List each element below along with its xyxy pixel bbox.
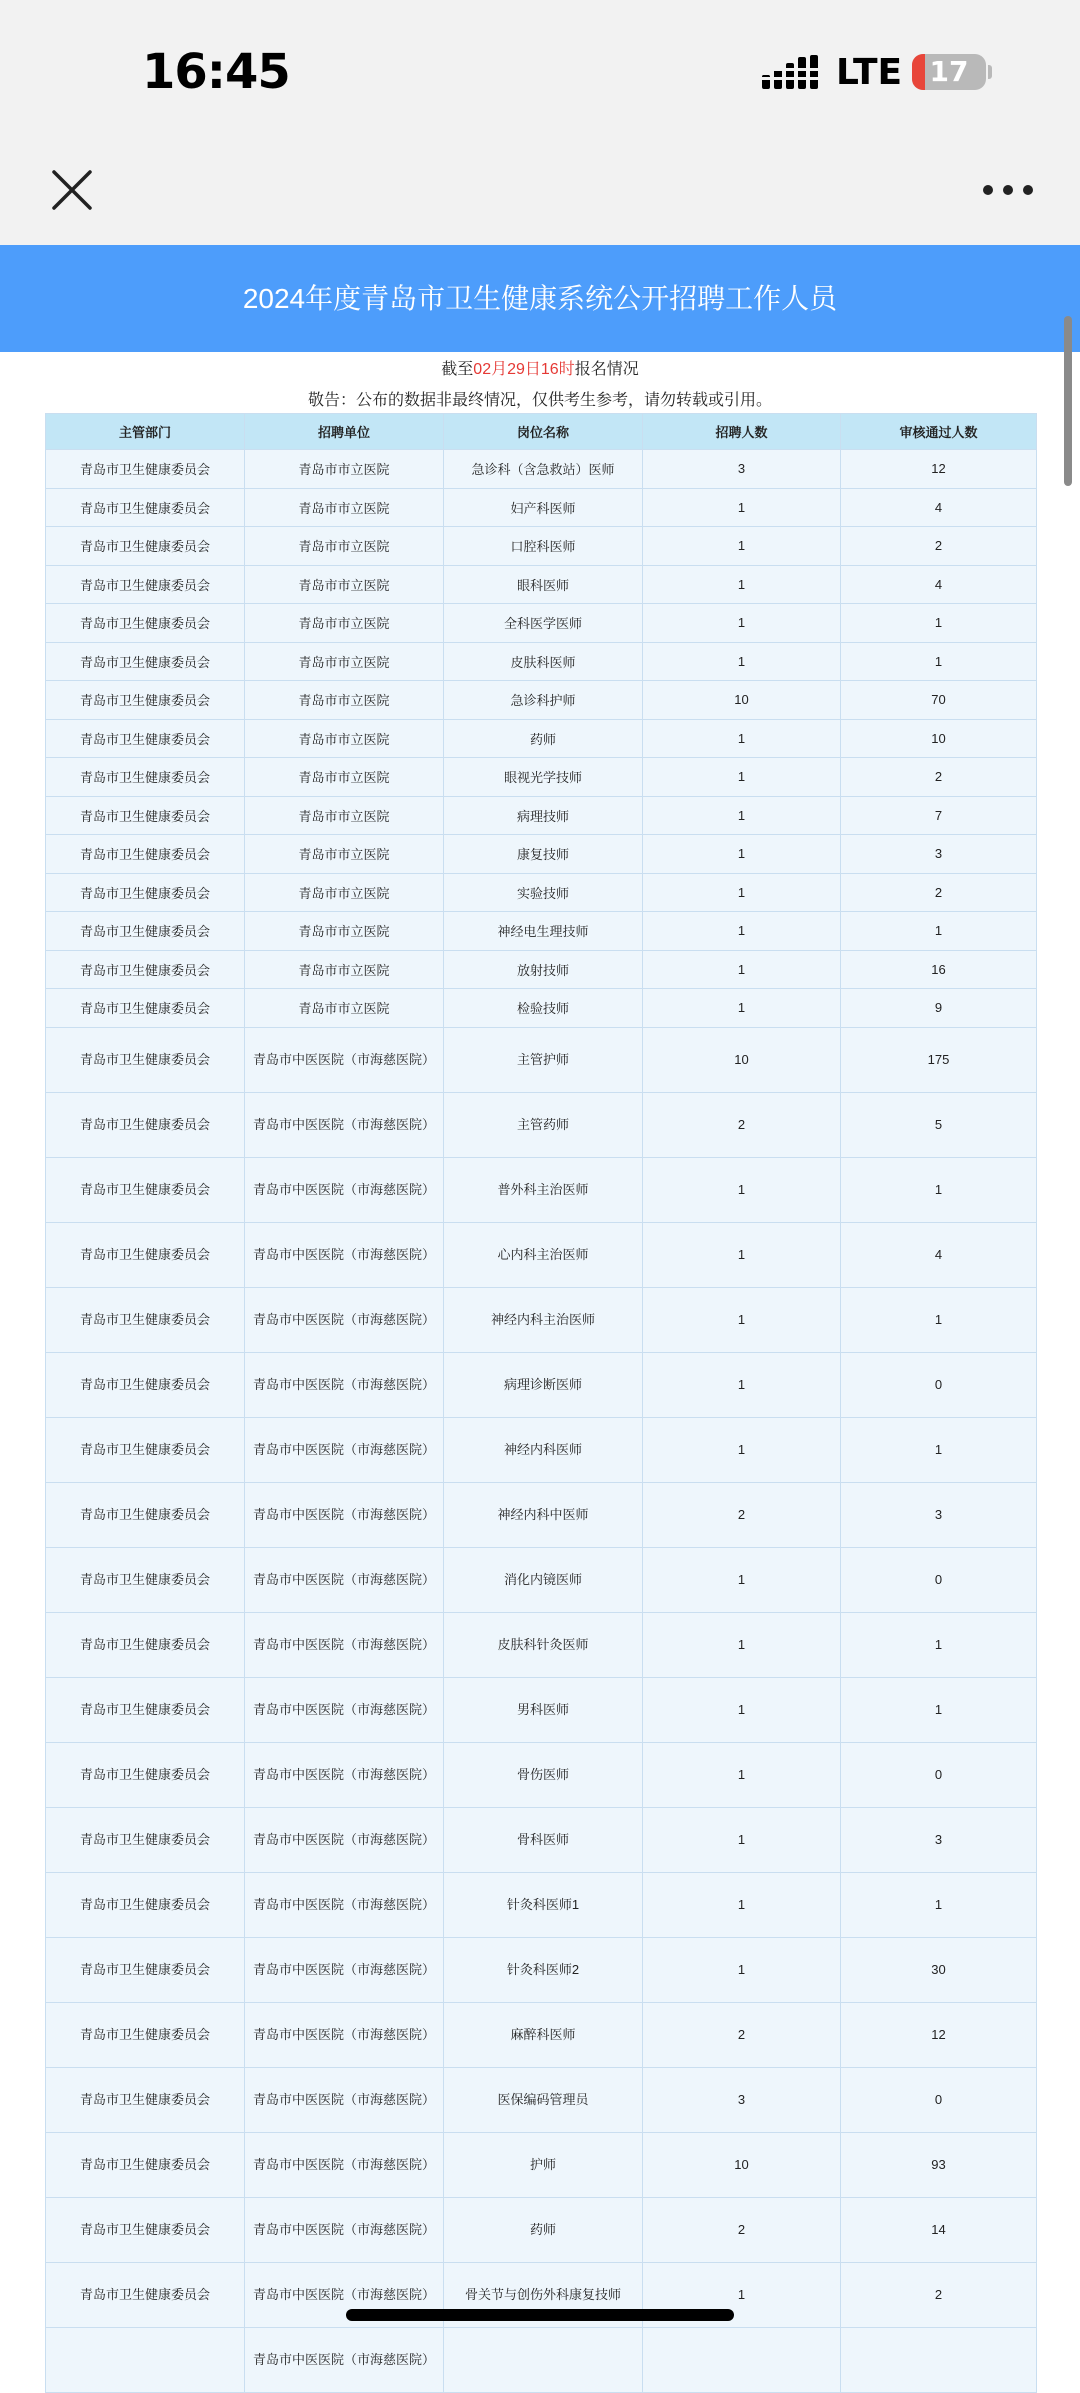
table-body: [46, 450, 1037, 2393]
cell-department: 青岛市卫生健康委员会: [46, 1092, 245, 1157]
cell-employer: 青岛市中医医院（市海慈医院）: [245, 1677, 444, 1742]
cell-position: 男科医师: [444, 1677, 643, 1742]
cell-approved: 4: [841, 565, 1037, 604]
cell-approved: 2: [841, 2262, 1037, 2327]
table-row: [46, 604, 1037, 643]
cell-position: 麻醉科医师: [444, 2002, 643, 2067]
cell-position: 神经内科主治医师: [444, 1287, 643, 1352]
cell-openings: [643, 2327, 841, 2392]
table-row: [46, 642, 1037, 681]
recruitment-table-container: [45, 413, 1036, 2393]
cell-approved: 1: [841, 912, 1037, 951]
cell-department: 青岛市卫生健康委员会: [46, 1157, 245, 1222]
cell-position: 妇产科医师: [444, 488, 643, 527]
cell-approved: 3: [841, 1807, 1037, 1872]
cell-department: 青岛市卫生健康委员会: [46, 2067, 245, 2132]
cell-position: 病理诊断医师: [444, 1352, 643, 1417]
cell-openings: 2: [643, 1482, 841, 1547]
table-row: [46, 1287, 1037, 1352]
cell-position: 针灸科医师2: [444, 1937, 643, 2002]
cell-position: 急诊科（含急救站）医师: [444, 450, 643, 489]
table-row: [46, 2002, 1037, 2067]
battery-level-text: 17: [929, 55, 969, 88]
cell-openings: 3: [643, 450, 841, 489]
cell-position: 骨关节与创伤外科康复技师: [444, 2262, 643, 2327]
cell-position: 药师: [444, 2197, 643, 2262]
cell-department: 青岛市卫生健康委员会: [46, 835, 245, 874]
table-row: [46, 873, 1037, 912]
cell-openings: 10: [643, 681, 841, 720]
cell-employer: 青岛市中医医院（市海慈医院）: [245, 1742, 444, 1807]
cell-department: 青岛市卫生健康委员会: [46, 912, 245, 951]
cell-approved: 12: [841, 450, 1037, 489]
cell-employer: 青岛市中医医院（市海慈医院）: [245, 1612, 444, 1677]
cell-position: 药师: [444, 719, 643, 758]
cell-department: 青岛市卫生健康委员会: [46, 1027, 245, 1092]
cell-openings: 10: [643, 2132, 841, 2197]
cell-department: 青岛市卫生健康委员会: [46, 1417, 245, 1482]
col-header-position: 岗位名称: [444, 414, 643, 450]
table-row: [46, 1742, 1037, 1807]
table-row: [46, 1547, 1037, 1612]
cell-approved: 70: [841, 681, 1037, 720]
cell-approved: 16: [841, 950, 1037, 989]
cell-department: 青岛市卫生健康委员会: [46, 1287, 245, 1352]
cell-department: 青岛市卫生健康委员会: [46, 2002, 245, 2067]
table-row: [46, 989, 1037, 1028]
cell-approved: 4: [841, 488, 1037, 527]
cell-employer: 青岛市市立医院: [245, 681, 444, 720]
cell-department: 青岛市卫生健康委员会: [46, 1222, 245, 1287]
cell-position: 全科医学医师: [444, 604, 643, 643]
cell-openings: 1: [643, 1742, 841, 1807]
col-header-department: 主管部门: [46, 414, 245, 450]
cell-employer: 青岛市中医医院（市海慈医院）: [245, 1287, 444, 1352]
cell-department: 青岛市卫生健康委员会: [46, 796, 245, 835]
cell-approved: 0: [841, 2067, 1037, 2132]
cell-position: 放射技师: [444, 950, 643, 989]
cell-openings: 1: [643, 835, 841, 874]
battery-icon: [912, 54, 986, 90]
cell-position: 骨伤医师: [444, 1742, 643, 1807]
cell-department: 青岛市卫生健康委员会: [46, 1677, 245, 1742]
cell-department: 青岛市卫生健康委员会: [46, 527, 245, 566]
cell-position: [444, 2327, 643, 2392]
cell-employer: 青岛市中医医院（市海慈医院）: [245, 1417, 444, 1482]
cell-openings: 1: [643, 758, 841, 797]
cell-employer: 青岛市中医医院（市海慈医院）: [245, 2067, 444, 2132]
cell-openings: 1: [643, 1352, 841, 1417]
cell-employer: 青岛市中医医院（市海慈医院）: [245, 2197, 444, 2262]
cell-position: 康复技师: [444, 835, 643, 874]
cell-employer: 青岛市市立医院: [245, 989, 444, 1028]
cell-approved: 30: [841, 1937, 1037, 2002]
cell-position: 口腔科医师: [444, 527, 643, 566]
cell-approved: 1: [841, 1872, 1037, 1937]
table-row: [46, 1612, 1037, 1677]
cell-approved: 1: [841, 1287, 1037, 1352]
table-row: [46, 565, 1037, 604]
cell-position: 病理技师: [444, 796, 643, 835]
cell-employer: 青岛市市立医院: [245, 758, 444, 797]
cell-employer: 青岛市中医医院（市海慈医院）: [245, 1547, 444, 1612]
deadline-date: 02月29日16时: [473, 361, 575, 378]
cell-position: 针灸科医师1: [444, 1872, 643, 1937]
more-horizontal-icon[interactable]: [980, 170, 1036, 210]
table-row: [46, 2327, 1037, 2392]
cell-openings: 1: [643, 565, 841, 604]
cell-openings: 1: [643, 989, 841, 1028]
page-title: 2024年度青岛市卫生健康系统公开招聘工作人员: [242, 283, 838, 314]
cell-approved: 14: [841, 2197, 1037, 2262]
cell-department: 青岛市卫生健康委员会: [46, 1937, 245, 2002]
deadline-suffix: 报名情况: [574, 361, 639, 378]
table-row: [46, 1872, 1037, 1937]
cell-position: 心内科主治医师: [444, 1222, 643, 1287]
cell-department: 青岛市卫生健康委员会: [46, 1612, 245, 1677]
cell-openings: 1: [643, 873, 841, 912]
cell-approved: 7: [841, 796, 1037, 835]
cell-approved: 2: [841, 873, 1037, 912]
cell-employer: 青岛市中医医院（市海慈医院）: [245, 1027, 444, 1092]
cell-approved: 1: [841, 1612, 1037, 1677]
cell-openings: 1: [643, 1677, 841, 1742]
col-header-approved: 审核通过人数: [841, 414, 1037, 450]
cell-openings: 1: [643, 488, 841, 527]
cell-position: 医保编码管理员: [444, 2067, 643, 2132]
cell-approved: 5: [841, 1092, 1037, 1157]
table-row: [46, 1352, 1037, 1417]
cell-department: 青岛市卫生健康委员会: [46, 642, 245, 681]
cell-openings: 1: [643, 1417, 841, 1482]
page-banner: [0, 245, 1080, 352]
cell-department: 青岛市卫生健康委员会: [46, 950, 245, 989]
cell-approved: 0: [841, 1742, 1037, 1807]
cell-employer: 青岛市中医医院（市海慈医院）: [245, 2132, 444, 2197]
recruitment-table: [45, 413, 1037, 2393]
cell-department: 青岛市卫生健康委员会: [46, 2132, 245, 2197]
cell-employer: 青岛市市立医院: [245, 642, 444, 681]
cell-approved: 175: [841, 1027, 1037, 1092]
cell-openings: 1: [643, 527, 841, 566]
cell-department: 青岛市卫生健康委员会: [46, 565, 245, 604]
cell-openings: 2: [643, 2197, 841, 2262]
table-header-row: [46, 414, 1037, 450]
cell-position: 主管护师: [444, 1027, 643, 1092]
cell-openings: 2: [643, 1092, 841, 1157]
cell-approved: 1: [841, 1677, 1037, 1742]
col-header-employer: 招聘单位: [245, 414, 444, 450]
col-header-openings: 招聘人数: [643, 414, 841, 450]
cell-approved: 1: [841, 1417, 1037, 1482]
cell-department: 青岛市卫生健康委员会: [46, 1482, 245, 1547]
cell-approved: 12: [841, 2002, 1037, 2067]
cell-position: 眼视光学技师: [444, 758, 643, 797]
cell-openings: 1: [643, 1937, 841, 2002]
table-row: [46, 2067, 1037, 2132]
cell-position: 皮肤科医师: [444, 642, 643, 681]
table-row: [46, 2132, 1037, 2197]
deadline-line: [0, 356, 1080, 379]
cell-openings: 2: [643, 2002, 841, 2067]
cell-openings: 1: [643, 1547, 841, 1612]
cell-employer: 青岛市中医医院（市海慈医院）: [245, 1937, 444, 2002]
network-type: LTE: [836, 52, 903, 93]
cell-department: 青岛市卫生健康委员会: [46, 1547, 245, 1612]
cell-employer: 青岛市市立医院: [245, 527, 444, 566]
cell-employer: 青岛市中医医院（市海慈医院）: [245, 1092, 444, 1157]
cell-department: 青岛市卫生健康委员会: [46, 1742, 245, 1807]
table-row: [46, 488, 1037, 527]
cell-employer: 青岛市中医医院（市海慈医院）: [245, 1222, 444, 1287]
table-row: [46, 2197, 1037, 2262]
cell-employer: 青岛市中医医院（市海慈医院）: [245, 1872, 444, 1937]
cell-employer: 青岛市中医医院（市海慈医院）: [245, 2262, 444, 2327]
cell-openings: 1: [643, 604, 841, 643]
cell-employer: 青岛市市立医院: [245, 835, 444, 874]
cell-employer: 青岛市中医医院（市海慈医院）: [245, 1482, 444, 1547]
cell-department: 青岛市卫生健康委员会: [46, 1352, 245, 1417]
cell-position: 实验技师: [444, 873, 643, 912]
cell-openings: 1: [643, 1872, 841, 1937]
table-row: [46, 1092, 1037, 1157]
cell-approved: 0: [841, 1547, 1037, 1612]
table-row: [46, 681, 1037, 720]
close-icon[interactable]: [50, 168, 94, 212]
cell-employer: 青岛市中医医院（市海慈医院）: [245, 2002, 444, 2067]
cell-department: 青岛市卫生健康委员会: [46, 758, 245, 797]
cell-openings: 1: [643, 796, 841, 835]
cell-approved: [841, 2327, 1037, 2392]
cell-approved: 1: [841, 604, 1037, 643]
notice-line: 敬告：公布的数据非最终情况，仅供考生参考，请勿转载或引用。: [307, 392, 772, 409]
cell-position: 护师: [444, 2132, 643, 2197]
table-row: [46, 450, 1037, 489]
cell-openings: 1: [643, 950, 841, 989]
table-row: [46, 758, 1037, 797]
cell-employer: 青岛市市立医院: [245, 950, 444, 989]
cell-employer: 青岛市市立医院: [245, 450, 444, 489]
cell-position: 神经内科中医师: [444, 1482, 643, 1547]
cell-position: 神经内科医师: [444, 1417, 643, 1482]
cell-openings: 1: [643, 719, 841, 758]
table-row: [46, 1027, 1037, 1092]
table-row: [46, 1677, 1037, 1742]
cell-department: 青岛市卫生健康委员会: [46, 1872, 245, 1937]
cell-department: 青岛市卫生健康委员会: [46, 1807, 245, 1872]
table-row: [46, 912, 1037, 951]
cell-position: 普外科主治医师: [444, 1157, 643, 1222]
table-row: [46, 719, 1037, 758]
table-row: [46, 1222, 1037, 1287]
cell-openings: 1: [643, 1157, 841, 1222]
cell-department: 青岛市卫生健康委员会: [46, 873, 245, 912]
cell-employer: 青岛市市立医院: [245, 719, 444, 758]
cell-approved: 3: [841, 1482, 1037, 1547]
cell-employer: 青岛市中医医院（市海慈医院）: [245, 1352, 444, 1417]
nav-bar: [0, 150, 1080, 245]
table-row: [46, 1807, 1037, 1872]
cell-approved: 2: [841, 758, 1037, 797]
cell-openings: 10: [643, 1027, 841, 1092]
cell-employer: 青岛市市立医院: [245, 796, 444, 835]
cell-employer: 青岛市中医医院（市海慈医院）: [245, 2327, 444, 2392]
table-row: [46, 1417, 1037, 1482]
clock: 16:45: [142, 44, 290, 100]
deadline-prefix: 截至: [441, 361, 474, 378]
cell-approved: 0: [841, 1352, 1037, 1417]
cell-department: 青岛市卫生健康委员会: [46, 488, 245, 527]
cell-openings: 1: [643, 1287, 841, 1352]
cell-position: 皮肤科针灸医师: [444, 1612, 643, 1677]
cell-department: 青岛市卫生健康委员会: [46, 2262, 245, 2327]
cell-department: 青岛市卫生健康委员会: [46, 681, 245, 720]
table-row: [46, 527, 1037, 566]
cell-department: 青岛市卫生健康委员会: [46, 450, 245, 489]
cell-position: 主管药师: [444, 1092, 643, 1157]
cell-department: 青岛市卫生健康委员会: [46, 2197, 245, 2262]
cell-approved: 1: [841, 642, 1037, 681]
table-row: [46, 1937, 1037, 2002]
cell-openings: 1: [643, 1807, 841, 1872]
cell-approved: 4: [841, 1222, 1037, 1287]
battery-cap: [988, 65, 992, 79]
cell-approved: 2: [841, 527, 1037, 566]
cell-approved: 9: [841, 989, 1037, 1028]
table-row: [46, 796, 1037, 835]
cell-openings: 1: [643, 2262, 841, 2327]
home-indicator[interactable]: [346, 2309, 734, 2321]
cell-department: [46, 2327, 245, 2392]
cell-position: 眼科医师: [444, 565, 643, 604]
cell-employer: 青岛市中医医院（市海慈医院）: [245, 1807, 444, 1872]
cell-employer: 青岛市市立医院: [245, 873, 444, 912]
cell-approved: 93: [841, 2132, 1037, 2197]
cell-position: 神经电生理技师: [444, 912, 643, 951]
cell-employer: 青岛市市立医院: [245, 604, 444, 643]
cell-department: 青岛市卫生健康委员会: [46, 719, 245, 758]
cell-openings: 1: [643, 1222, 841, 1287]
table-row: [46, 1157, 1037, 1222]
cell-department: 青岛市卫生健康委员会: [46, 604, 245, 643]
cell-position: 急诊科护师: [444, 681, 643, 720]
cell-employer: 青岛市市立医院: [245, 488, 444, 527]
status-bar: [0, 0, 1080, 150]
cell-approved: 10: [841, 719, 1037, 758]
cell-openings: 1: [643, 642, 841, 681]
cell-openings: 1: [643, 1612, 841, 1677]
cell-approved: 3: [841, 835, 1037, 874]
table-row: [46, 835, 1037, 874]
signal-strength-icon: [762, 55, 818, 89]
cell-employer: 青岛市中医医院（市海慈医院）: [245, 1157, 444, 1222]
cell-department: 青岛市卫生健康委员会: [46, 989, 245, 1028]
cell-employer: 青岛市市立医院: [245, 912, 444, 951]
cell-position: 检验技师: [444, 989, 643, 1028]
table-row: [46, 1482, 1037, 1547]
cell-approved: 1: [841, 1157, 1037, 1222]
cell-openings: 1: [643, 912, 841, 951]
cell-position: 骨科医师: [444, 1807, 643, 1872]
table-row: [46, 950, 1037, 989]
cell-employer: 青岛市市立医院: [245, 565, 444, 604]
cell-openings: 3: [643, 2067, 841, 2132]
cell-position: 消化内镜医师: [444, 1547, 643, 1612]
